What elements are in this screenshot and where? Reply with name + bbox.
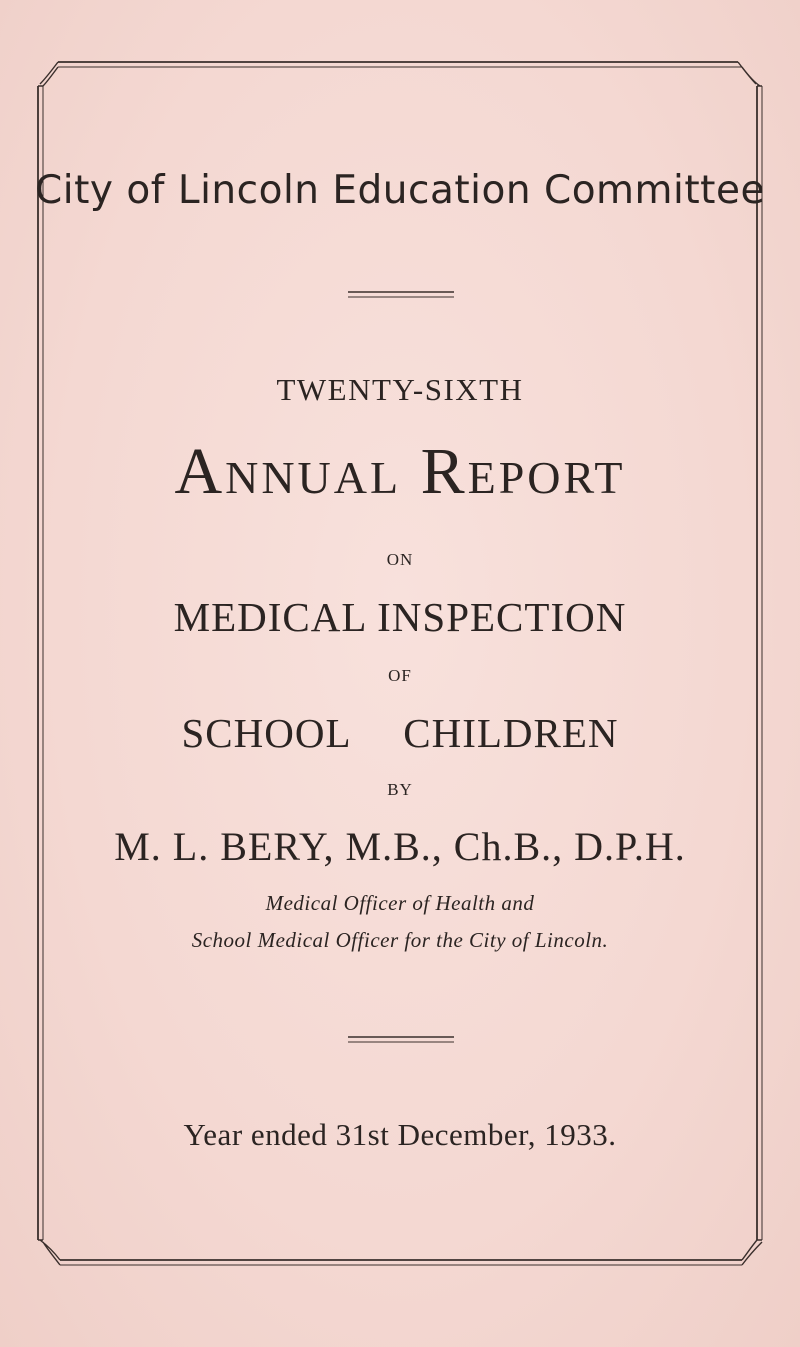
author-role-line-1: Medical Officer of Health and bbox=[265, 891, 535, 915]
report-title: Annual Report bbox=[174, 435, 626, 508]
connector-of: OF bbox=[388, 666, 412, 685]
connector-by: BY bbox=[387, 780, 413, 799]
author-role-line-2: School Medical Officer for the City of Lincoln. bbox=[191, 928, 609, 952]
report-period: Year ended 31st December, 1933. bbox=[183, 1117, 617, 1152]
committee-heading: City of Lincoln Education Committee bbox=[35, 168, 765, 213]
connector-on: ON bbox=[386, 550, 414, 569]
subject-line-1: MEDICAL INSPECTION bbox=[173, 594, 627, 640]
report-ordinal: TWENTY-SIXTH bbox=[276, 372, 524, 407]
subject-line-2: SCHOOL CHILDREN bbox=[181, 710, 619, 756]
author-name: M. L. BERY, M.B., Ch.B., D.P.H. bbox=[114, 824, 686, 869]
